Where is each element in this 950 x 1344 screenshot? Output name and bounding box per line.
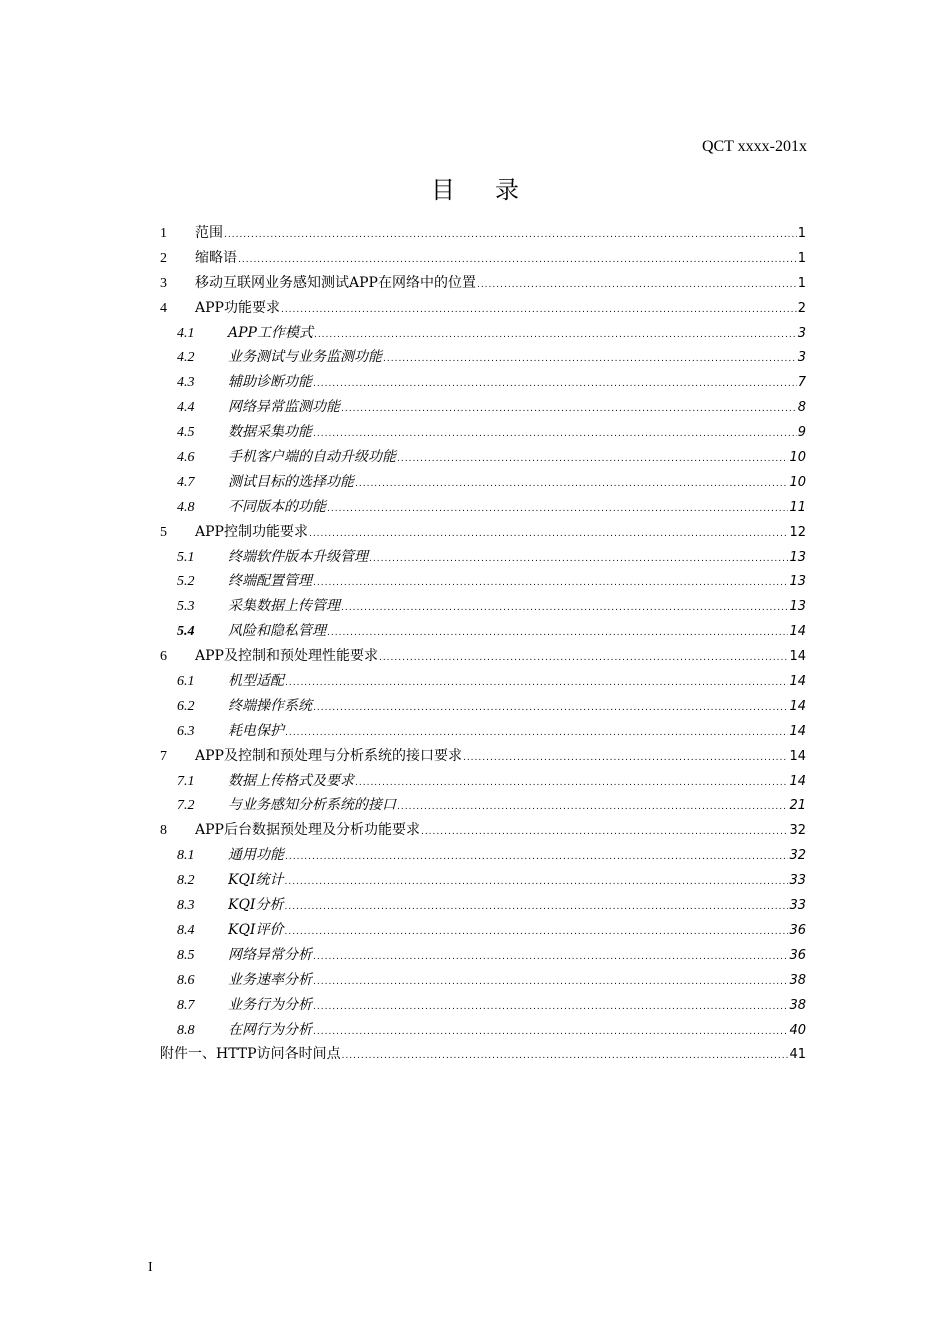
- toc-entry[interactable]: [160, 869, 806, 894]
- toc-dot-leader: [314, 330, 797, 340]
- toc-entry-number: 5.1: [177, 549, 195, 565]
- toc-entry-page: 14: [789, 674, 806, 690]
- toc-entry-page: 14: [789, 748, 806, 764]
- toc-dot-leader: [379, 653, 789, 663]
- toc-entry[interactable]: [160, 969, 806, 994]
- toc-entry[interactable]: [160, 421, 806, 446]
- toc-dot-leader: [355, 778, 788, 788]
- toc-entry[interactable]: [160, 745, 806, 770]
- toc-entry-page: 32: [789, 848, 806, 864]
- toc-entry-page: 12: [789, 524, 806, 540]
- toc-dot-leader: [421, 827, 789, 837]
- toc-entry-page: 3: [797, 350, 806, 366]
- toc-entry-label: KQI评价: [228, 921, 284, 938]
- toc-entry-page: 8: [797, 400, 806, 416]
- toc-entry[interactable]: [160, 471, 806, 496]
- toc-entry-number: 5.3: [177, 599, 195, 615]
- toc-entry-label: 网络异常监测功能: [228, 399, 340, 416]
- toc-entry[interactable]: [160, 446, 806, 471]
- toc-dot-leader: [284, 877, 788, 887]
- toc-entry-label: APP及控制和预处理与分析系统的接口要求: [195, 747, 462, 764]
- toc-entry-page: 38: [789, 997, 806, 1013]
- toc-entry-page: 14: [789, 698, 806, 714]
- toc-entry[interactable]: [160, 570, 806, 595]
- toc-entry-label: 移动互联网业务感知测试APP在网络中的位置: [195, 274, 476, 291]
- toc-entry-label: 附件一、HTTP访问各时间点: [160, 1046, 341, 1063]
- toc-entry-label: 终端软件版本升级管理: [228, 548, 368, 565]
- toc-dot-leader: [281, 305, 797, 315]
- toc-entry-number: 8.8: [177, 1022, 195, 1038]
- toc-entry-label: 测试目标的选择功能: [228, 473, 354, 490]
- toc-entry-number: 4.8: [177, 499, 195, 515]
- toc-entry[interactable]: [160, 670, 806, 695]
- toc-entry-number: 8.6: [177, 972, 195, 988]
- toc-dot-leader: [341, 603, 788, 613]
- toc-entry-label: APP控制功能要求: [195, 523, 308, 540]
- toc-dot-leader: [477, 280, 797, 290]
- toc-dot-leader: [309, 529, 789, 539]
- toc-dot-leader: [313, 379, 797, 389]
- toc-dot-leader: [327, 504, 788, 514]
- toc-entry-number: 5.4: [177, 624, 195, 640]
- toc-entry-label: APP及控制和预处理性能要求: [195, 648, 378, 665]
- toc-entry[interactable]: [160, 844, 806, 869]
- toc-entry-number: 6.1: [177, 674, 195, 690]
- toc-entry[interactable]: [160, 819, 806, 844]
- toc-dot-leader: [313, 1027, 788, 1037]
- toc-entry-number: 1: [160, 226, 167, 241]
- toc-entry[interactable]: [160, 695, 806, 720]
- toc-entry-page: 1: [797, 275, 806, 291]
- toc-entry[interactable]: [160, 322, 806, 347]
- toc-entry[interactable]: [160, 595, 806, 620]
- toc-entry-number: 4.7: [177, 474, 195, 490]
- toc-entry-number: 8.3: [177, 898, 195, 914]
- toc-entry-number: 4.6: [177, 450, 195, 466]
- toc-entry-label: 业务测试与业务监测功能: [228, 349, 382, 366]
- toc-entry[interactable]: [160, 396, 806, 421]
- toc-entry[interactable]: [160, 770, 806, 795]
- table-of-contents: [160, 222, 806, 1068]
- toc-entry-page: 33: [789, 898, 806, 914]
- toc-entry-page: 38: [789, 972, 806, 988]
- toc-entry-number: 3: [160, 275, 167, 291]
- toc-entry-number: 4.5: [177, 425, 195, 441]
- toc-entry[interactable]: [160, 919, 806, 944]
- toc-dot-leader: [397, 454, 788, 464]
- toc-entry-label: 业务行为分析: [228, 996, 312, 1013]
- toc-dot-leader: [369, 554, 788, 564]
- toc-entry-page: 10: [789, 474, 806, 490]
- toc-entry[interactable]: [160, 1019, 806, 1044]
- toc-entry[interactable]: [160, 272, 806, 297]
- toc-dot-leader: [285, 728, 788, 738]
- toc-entry-label: 缩略语: [195, 249, 237, 266]
- toc-entry-page: 40: [789, 1022, 806, 1038]
- toc-entry-label: 风险和隐私管理: [228, 623, 326, 640]
- toc-dot-leader: [355, 479, 788, 489]
- toc-entry-number: 6.2: [177, 698, 195, 714]
- toc-entry[interactable]: [160, 371, 806, 396]
- toc-entry-page: 9: [797, 425, 806, 441]
- toc-entry-number: 5: [160, 524, 167, 540]
- toc-entry-page: 14: [789, 624, 806, 640]
- toc-entry-label: 数据采集功能: [228, 424, 312, 441]
- toc-entry-label: KQI分析: [228, 897, 284, 914]
- toc-entry-page: 7: [797, 375, 806, 391]
- toc-entry-number: 6.3: [177, 723, 195, 739]
- toc-entry-page: 3: [797, 325, 806, 341]
- toc-entry-page: 32: [789, 823, 806, 839]
- toc-entry[interactable]: [160, 1043, 806, 1068]
- toc-entry-number: 5.2: [177, 574, 195, 590]
- toc-dot-leader: [463, 753, 789, 763]
- toc-dot-leader: [313, 1002, 788, 1012]
- toc-entry[interactable]: [160, 247, 806, 272]
- toc-entry-number: 7: [160, 748, 167, 764]
- toc-entry-number: 6: [160, 649, 167, 665]
- toc-entry-label: 业务速率分析: [228, 971, 312, 988]
- toc-dot-leader: [313, 429, 797, 439]
- toc-entry[interactable]: [160, 944, 806, 969]
- toc-entry[interactable]: [160, 720, 806, 745]
- toc-entry-label: 与业务感知分析系统的接口: [228, 797, 396, 814]
- toc-entry[interactable]: [160, 297, 806, 322]
- toc-entry-number: 4: [160, 300, 167, 316]
- toc-entry-page: 13: [789, 599, 806, 615]
- toc-entry[interactable]: [160, 645, 806, 670]
- toc-entry[interactable]: [160, 546, 806, 571]
- toc-entry-page: 13: [789, 574, 806, 590]
- toc-dot-leader: [327, 628, 788, 638]
- page-number: I: [148, 1260, 153, 1275]
- toc-entry-label: 数据上传格式及要求: [228, 772, 354, 789]
- toc-entry[interactable]: [160, 794, 806, 819]
- toc-entry-label: 终端配置管理: [228, 573, 312, 590]
- toc-dot-leader: [238, 255, 797, 265]
- toc-entry-page: 36: [789, 947, 806, 963]
- toc-entry[interactable]: [160, 994, 806, 1019]
- toc-dot-leader: [383, 354, 797, 364]
- toc-entry-label: 耗电保护: [228, 722, 284, 739]
- toc-entry-page: 11: [789, 499, 806, 515]
- toc-entry-page: 33: [789, 873, 806, 889]
- toc-entry-number: 4.4: [177, 400, 195, 416]
- toc-entry-label: 不同版本的功能: [228, 498, 326, 515]
- toc-entry-label: 采集数据上传管理: [228, 598, 340, 615]
- toc-dot-leader: [313, 578, 788, 588]
- toc-entry-page: 10: [789, 450, 806, 466]
- toc-entry-number: 8: [160, 823, 167, 839]
- toc-dot-leader: [285, 852, 788, 862]
- toc-entry-number: 8.1: [177, 848, 195, 864]
- toc-entry[interactable]: [160, 346, 806, 371]
- toc-entry-number: 2: [160, 250, 167, 266]
- toc-entry-label: 在网行为分析: [228, 1021, 312, 1038]
- toc-dot-leader: [284, 927, 788, 937]
- toc-entry-page: 14: [789, 773, 806, 789]
- toc-entry-label: 手机客户端的自动升级功能: [228, 449, 396, 466]
- toc-entry-label: 机型适配: [228, 673, 284, 690]
- toc-entry-page: 14: [789, 723, 806, 739]
- toc-entry-number: 4.1: [177, 325, 195, 341]
- toc-entry-number: 4.3: [177, 375, 195, 391]
- toc-entry-number: 8.2: [177, 873, 195, 889]
- toc-entry-page: 2: [797, 300, 806, 316]
- toc-dot-leader: [285, 678, 788, 688]
- toc-entry[interactable]: [160, 894, 806, 919]
- toc-title: 目录: [431, 176, 559, 204]
- toc-entry[interactable]: [160, 620, 806, 645]
- toc-dot-leader: [224, 230, 797, 240]
- toc-entry-label: KQI统计: [228, 872, 284, 889]
- toc-entry-number: 8.7: [177, 997, 195, 1013]
- toc-entry-label: APP后台数据预处理及分析功能要求: [195, 822, 420, 839]
- toc-dot-leader: [341, 404, 797, 414]
- toc-dot-leader: [313, 977, 788, 987]
- toc-dot-leader: [342, 1051, 789, 1061]
- toc-entry[interactable]: [160, 521, 806, 546]
- document-code: QCT xxxx-201x: [701, 138, 807, 155]
- toc-entry-number: 7.2: [177, 798, 195, 814]
- toc-dot-leader: [397, 802, 788, 812]
- toc-entry-label: 网络异常分析: [228, 946, 312, 963]
- toc-entry-number: 4.2: [177, 350, 195, 366]
- toc-entry-number: 7.1: [177, 773, 195, 789]
- toc-entry[interactable]: [160, 222, 806, 247]
- toc-dot-leader: [313, 952, 788, 962]
- toc-entry-page: 41: [789, 1047, 806, 1063]
- toc-dot-leader: [313, 703, 788, 713]
- toc-entry-label: 辅助诊断功能: [228, 374, 312, 391]
- toc-entry-page: 14: [789, 649, 806, 665]
- toc-entry-label: 范围: [195, 225, 223, 241]
- toc-entry-label: 通用功能: [228, 847, 284, 864]
- toc-entry-number: 8.5: [177, 947, 195, 963]
- toc-entry-page: 1: [797, 226, 806, 241]
- toc-entry-label: 终端操作系统: [228, 697, 312, 714]
- toc-entry-page: 21: [789, 798, 806, 814]
- toc-entry-page: 13: [789, 549, 806, 565]
- toc-entry-label: APP功能要求: [195, 299, 280, 316]
- toc-entry-number: 8.4: [177, 922, 195, 938]
- toc-dot-leader: [284, 902, 788, 912]
- toc-entry-page: 1: [797, 250, 806, 266]
- toc-entry-label: APP工作模式: [228, 324, 313, 341]
- toc-entry[interactable]: [160, 496, 806, 521]
- toc-entry-page: 36: [789, 922, 806, 938]
